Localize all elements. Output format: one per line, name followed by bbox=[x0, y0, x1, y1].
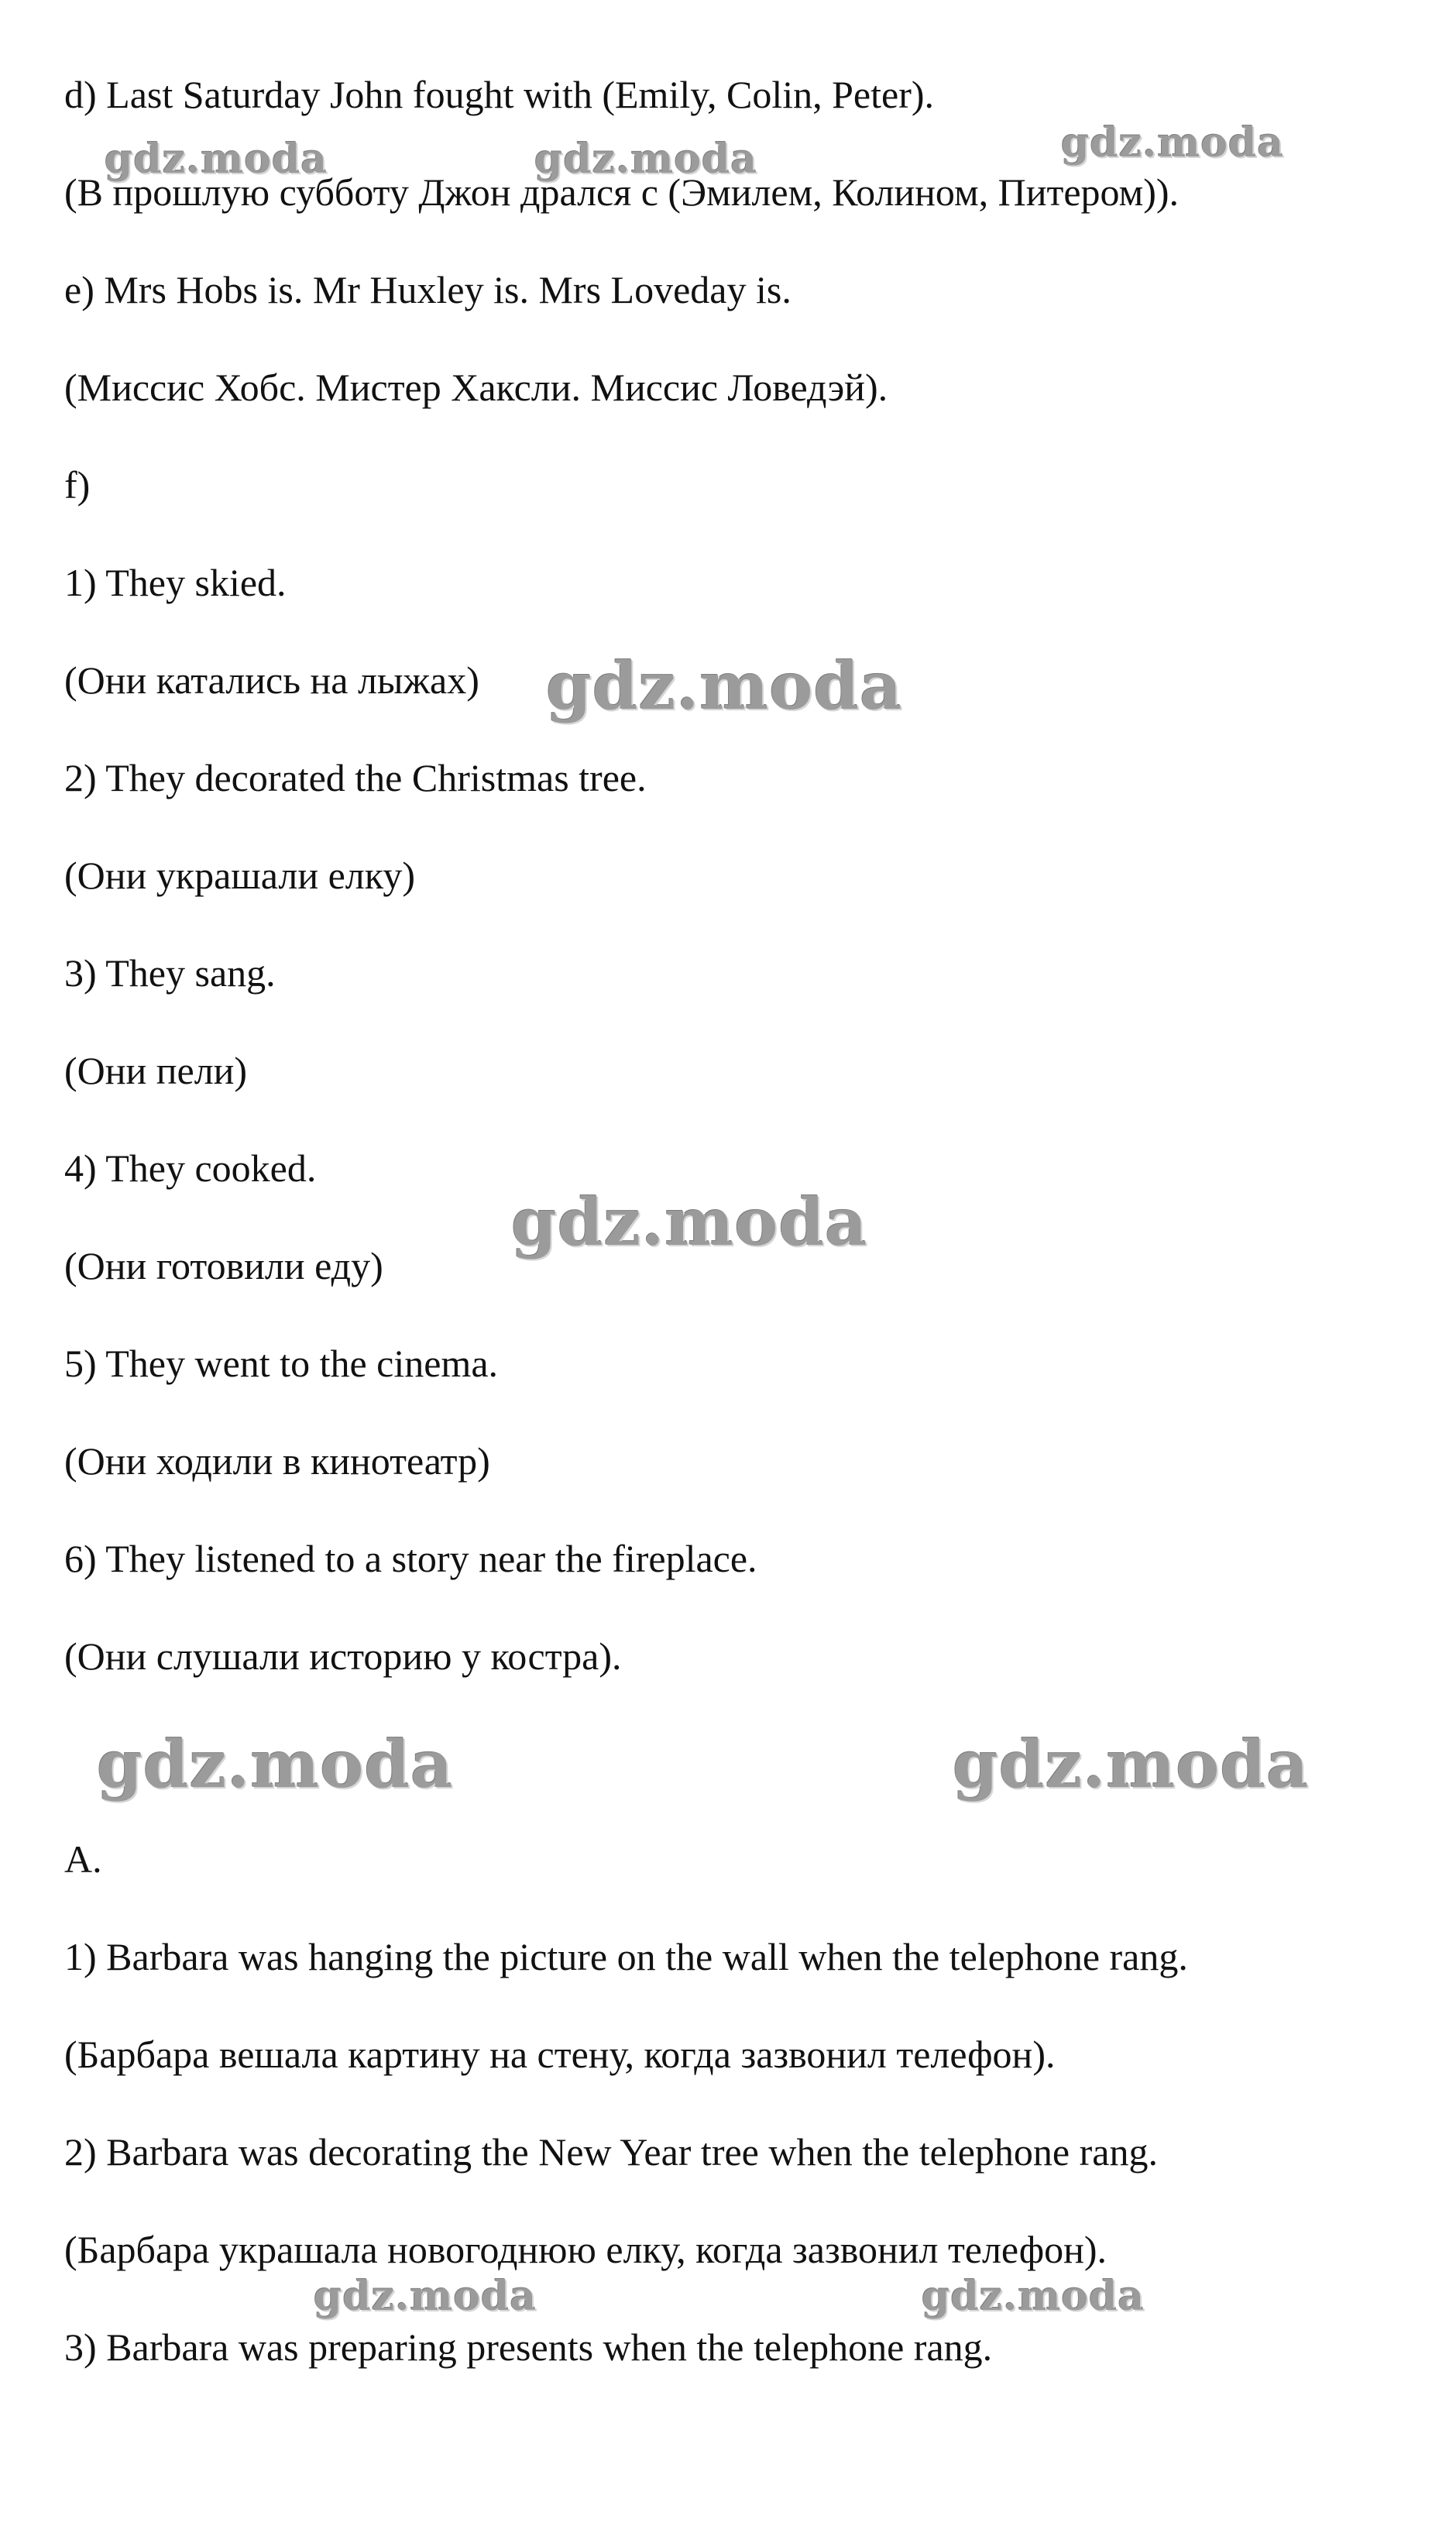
line-a2-russian: (Барбара украшала новогоднюю елку, когда зазвонил телефон). bbox=[64, 2228, 1107, 2271]
line-d-russian: (В прошлую субботу Джон дрался с (Эмилем, Колином, Питером)). bbox=[64, 170, 1180, 214]
line-f1-english: 1) They skied. bbox=[64, 561, 287, 604]
watermark: gdz.moda bbox=[953, 1726, 1310, 1803]
line-f3-english: 3) They sang. bbox=[64, 951, 276, 995]
line-f5-english: 5) They went to the cinema. bbox=[64, 1342, 499, 1385]
line-f-heading: f) bbox=[64, 463, 91, 507]
line-a1-english: 1) Barbara was hanging the picture on the wall when the telephone rang. bbox=[64, 1935, 1188, 1978]
line-f2-russian: (Они украшали елку) bbox=[64, 854, 415, 897]
line-a2-english: 2) Barbara was decorating the New Year tree when the telephone rang. bbox=[64, 2130, 1158, 2174]
watermark: gdz.moda bbox=[97, 1726, 454, 1803]
line-f6-russian: (Они слушали историю у костра). bbox=[64, 1634, 622, 1678]
watermark: gdz.moda bbox=[511, 1184, 868, 1260]
line-e-russian: (Миссис Хобс. Мистер Хаксли. Миссис Ловедэй). bbox=[64, 366, 888, 409]
line-f1-russian: (Они катались на лыжах) bbox=[64, 658, 479, 702]
line-f6-english: 6) They listened to a story near the fireplace. bbox=[64, 1537, 757, 1580]
line-d-english: d) Last Saturday John fought with (Emily, Colin, Peter). bbox=[64, 73, 934, 116]
line-a1-russian: (Барбара вешала картину на стену, когда зазвонил телефон). bbox=[64, 2033, 1056, 2076]
watermark: gdz.moda bbox=[314, 2273, 537, 2320]
line-e-english: e) Mrs Hobs is. Mr Huxley is. Mrs Loveday is. bbox=[64, 268, 792, 311]
line-a3-english: 3) Barbara was preparing presents when the telephone rang. bbox=[64, 2325, 993, 2369]
watermark: gdz.moda bbox=[546, 648, 903, 724]
line-f5-russian: (Они ходили в кинотеатр) bbox=[64, 1439, 490, 1483]
line-a-heading: A. bbox=[64, 1837, 102, 1881]
line-f4-russian: (Они готовили еду) bbox=[64, 1244, 383, 1287]
watermark: gdz.moda bbox=[534, 136, 758, 183]
line-f2-english: 2) They decorated the Christmas tree. bbox=[64, 756, 647, 799]
line-f4-english: 4) They cooked. bbox=[64, 1146, 317, 1190]
watermark: gdz.moda bbox=[922, 2273, 1145, 2320]
watermark: gdz.moda bbox=[105, 136, 328, 183]
line-f3-russian: (Они пели) bbox=[64, 1049, 248, 1092]
watermark: gdz.moda bbox=[1061, 119, 1285, 167]
